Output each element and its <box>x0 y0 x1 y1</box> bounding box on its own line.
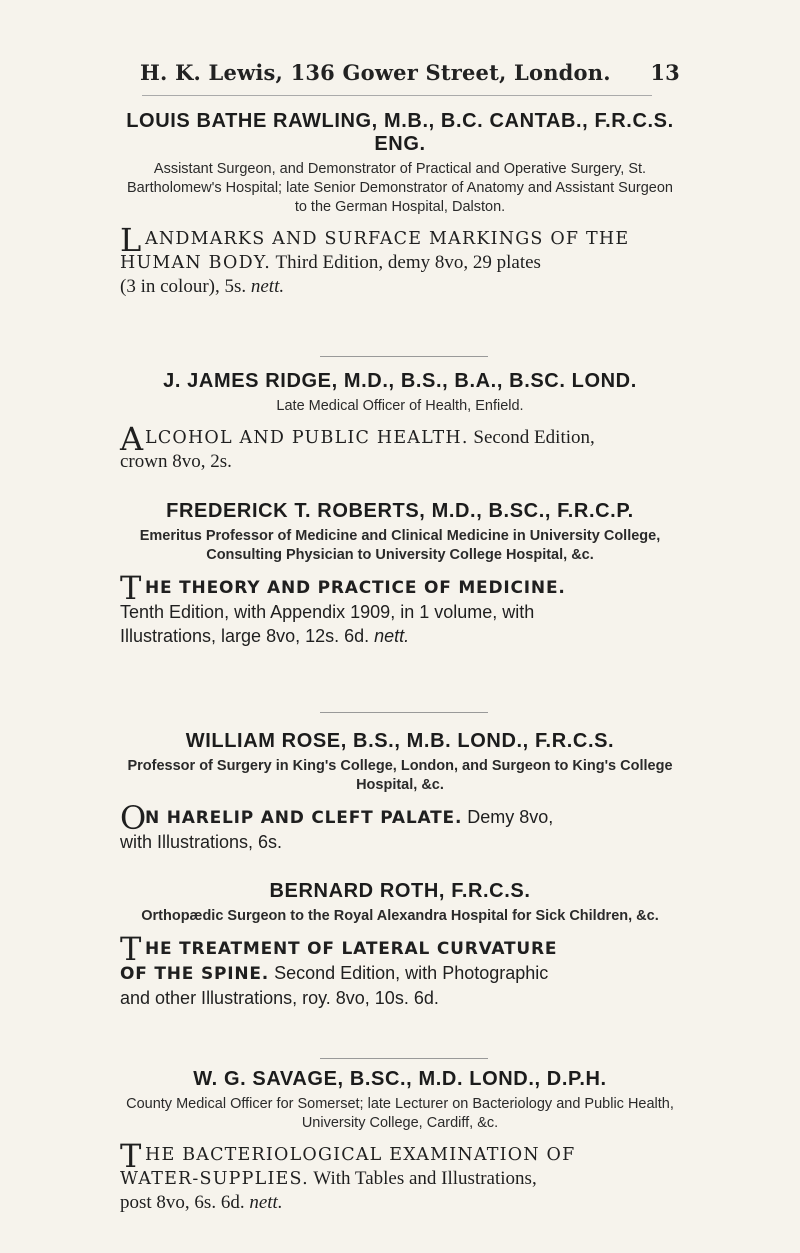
catalogue-entry-rawling <box>120 110 680 299</box>
work-description <box>120 420 680 474</box>
author-credentials: Late Medical Officer of Health, Enfield. <box>276 398 524 414</box>
work-details: Third Edition, demy 8vo, 29 plates <box>275 252 541 273</box>
work-details-cont: Illustrations, large 8vo, 12s. 6d. <box>120 626 370 646</box>
work-title-cont: OF THE SPINE. <box>120 964 270 984</box>
head-rule <box>142 95 652 96</box>
work-details: With Tables and Illustrations, <box>313 1168 537 1189</box>
catalogue-entry-rose <box>120 730 680 854</box>
work-description <box>120 930 680 1010</box>
work-description <box>120 799 680 854</box>
author-name: FREDERICK T. ROBERTS, M.D., B.SC., F.R.C.P. <box>166 500 634 522</box>
drop-initial: T <box>120 1137 142 1175</box>
price-suffix: nett. <box>249 1192 283 1213</box>
author-name: WILLIAM ROSE, B.S., M.B. LOND., F.R.C.S. <box>185 730 615 752</box>
work-details: Tenth Edition, with Appendix 1909, in 1 volume, with <box>120 602 535 622</box>
price-suffix: nett. <box>374 626 410 646</box>
work-details-cont: post 8vo, 6s. 6d. <box>120 1192 245 1213</box>
price-suffix: nett. <box>250 276 285 297</box>
separator-rule <box>320 712 488 713</box>
work-title: HE THEORY AND PRACTICE OF MEDICINE. <box>145 578 566 598</box>
work-title: LCOHOL AND PUBLIC HEALTH. <box>145 428 469 448</box>
drop-initial: A <box>120 420 144 458</box>
work-title: N HARELIP AND CLEFT PALATE. <box>145 808 463 828</box>
work-details-cont: (3 in colour), 5s. <box>120 276 247 297</box>
work-title-cont: HUMAN BODY. <box>120 253 272 273</box>
separator-rule <box>320 1058 488 1059</box>
work-description <box>120 221 680 299</box>
work-title-cont: WATER-SUPPLIES. <box>120 1169 309 1189</box>
author-name: LOUIS BATHE RAWLING, M.B., B.C. CANTAB., F.R.C.S. ENG. <box>126 110 674 155</box>
work-title: HE BACTERIOLOGICAL EXAMINATION OF <box>145 1145 576 1165</box>
work-title: HE TREATMENT OF LATERAL CURVATURE <box>145 939 558 959</box>
catalogue-entry-savage <box>120 1068 680 1215</box>
author-name: BERNARD ROTH, F.R.C.S. <box>269 880 531 902</box>
drop-initial: T <box>120 930 142 968</box>
drop-initial: O <box>120 799 147 837</box>
work-title: ANDMARKS AND SURFACE MARKINGS OF THE <box>145 229 630 249</box>
author-credentials: Assistant Surgeon, and Demonstrator of Practical and Operative Surgery, St. Bartholomew's Hospital; late Senior Demonstrator of Anatomy and Assistant Surgeon to the German Hospital, Dalston. <box>127 161 673 215</box>
work-details: Second Edition, with Photographic <box>274 963 549 983</box>
catalogue-entry-ridge <box>120 370 680 474</box>
drop-initial: L <box>120 221 142 259</box>
author-credentials: Emeritus Professor of Medicine and Clinical Medicine in University College, Consulting Physician to University College Hospital, &c. <box>139 528 661 563</box>
page-number: 13 <box>650 60 680 85</box>
author-credentials: Professor of Surgery in King's College, London, and Surgeon to King's College Hospital, &c. <box>127 758 673 793</box>
work-details: Second Edition, <box>473 427 595 448</box>
drop-initial: T <box>120 569 142 607</box>
work-details: Demy 8vo, <box>467 807 554 827</box>
work-details-cont: crown 8vo, 2s. <box>120 451 232 472</box>
author-credentials: County Medical Officer for Somerset; late Lecturer on Bacteriology and Public Health, University College, Cardiff, &c. <box>126 1096 674 1131</box>
author-name: J. JAMES RIDGE, M.D., B.S., B.A., B.SC. LOND. <box>163 370 637 392</box>
running-head-text: H. K. Lewis, 136 Gower Street, London. <box>140 60 611 85</box>
running-head <box>140 60 680 85</box>
separator-rule <box>320 356 488 357</box>
catalogue-entry-roth <box>120 880 680 1010</box>
catalogue-entry-roberts <box>120 500 680 648</box>
work-details-cont: with Illustrations, 6s. <box>120 832 283 852</box>
author-credentials: Orthopædic Surgeon to the Royal Alexandra Hospital for Sick Children, &c. <box>141 908 659 924</box>
author-name: W. G. SAVAGE, B.SC., M.D. LOND., D.P.H. <box>193 1068 607 1090</box>
work-description <box>120 1137 680 1215</box>
work-details-cont: and other Illustrations, roy. 8vo, 10s. 6d. <box>120 988 439 1008</box>
work-description <box>120 569 680 648</box>
